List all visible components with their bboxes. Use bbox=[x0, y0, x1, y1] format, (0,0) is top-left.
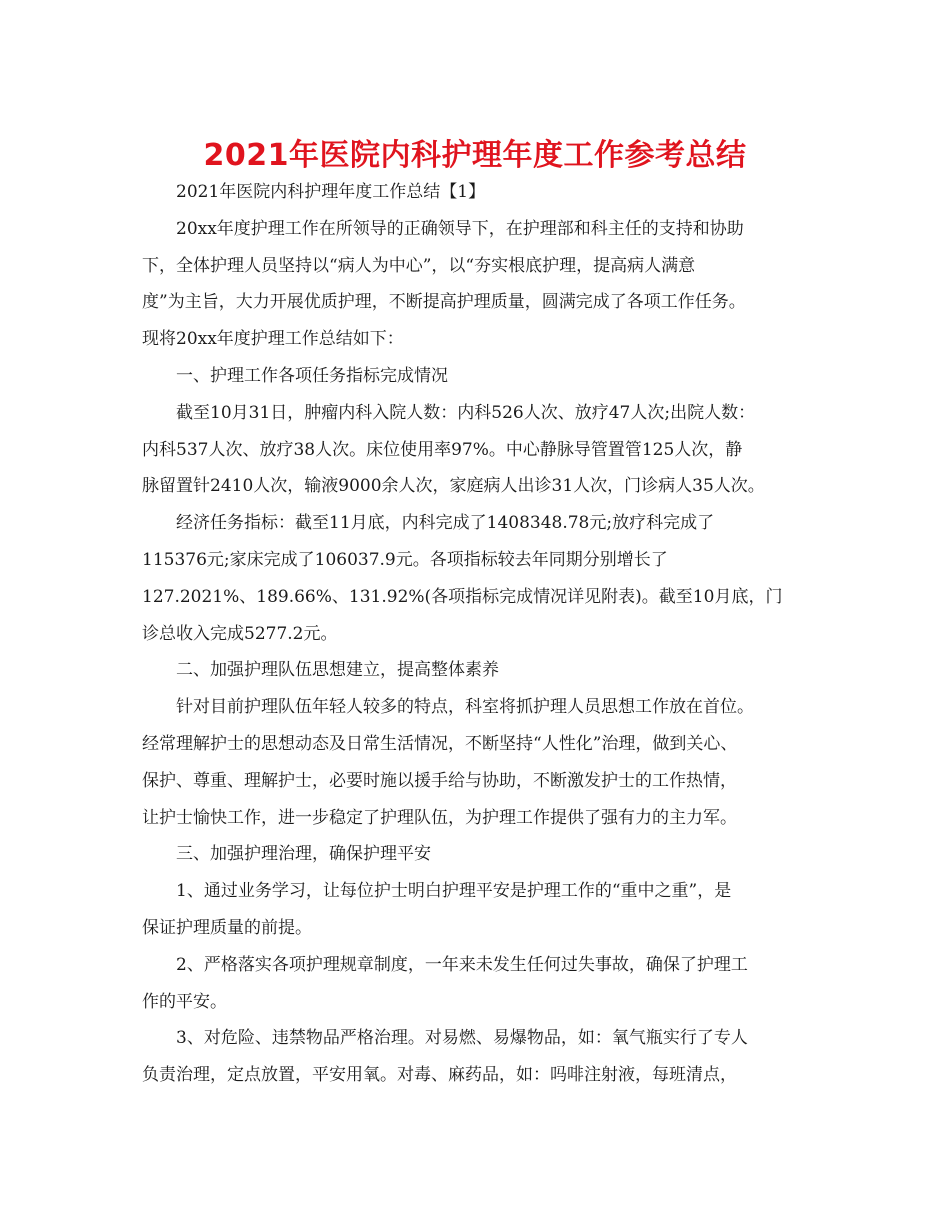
body-line: 二、加强护理队伍思想建立，提高整体素养 bbox=[176, 660, 499, 681]
document-body bbox=[142, 174, 818, 1094]
body-line: 1、通过业务学习，让每位护士明白护理平安是护理工作的“重中之重”，是 bbox=[176, 881, 732, 902]
body-line: 2、严格落实各项护理规章制度，一年来未发生任何过失事故，确保了护理工 bbox=[176, 954, 748, 975]
body-line: 作的平安。 bbox=[142, 991, 227, 1012]
body-line: 让护士愉快工作，进一步稳定了护理队伍，为护理工作提供了强有力的主力军。 bbox=[142, 807, 737, 828]
body-line: 3、对危险、违禁物品严格治理。对易燃、易爆物品，如：氧气瓶实行了专人 bbox=[176, 1028, 748, 1049]
body-line: 一、护理工作各项任务指标完成情况 bbox=[176, 365, 448, 386]
body-line: 115376元;家床完成了106037.9元。各项指标较去年同期分别增长了 bbox=[142, 549, 668, 570]
body-line: 脉留置针2410人次，输液9000余人次，家庭病人出诊31人次，门诊病人35人次。 bbox=[142, 476, 765, 497]
body-line: 保护、尊重、理解护士，必要时施以援手给与协助，不断激发护士的工作热情， bbox=[142, 770, 737, 791]
body-line: 20xx年度护理工作在所领导的正确领导下，在护理部和科主任的支持和协助 bbox=[176, 218, 744, 239]
body-line: 针对目前护理队伍年轻人较多的特点，科室将抓护理人员思想工作放在首位。 bbox=[176, 697, 754, 718]
body-line: 经常理解护士的思想动态及日常生活情况，不断坚持“人性化”治理，做到关心、 bbox=[142, 733, 738, 754]
body-line: 127.2021%、189.66%、131.92%(各项指标完成情况详见附表)。截至10月底，门 bbox=[142, 586, 783, 607]
body-line: 度”为主旨，大力开展优质护理，不断提高护理质量，圆满完成了各项工作任务。 bbox=[142, 292, 746, 313]
body-line: 下，全体护理人员坚持以“病人为中心”，以“夯实根底护理，提高病人满意 bbox=[142, 255, 696, 276]
body-line: 经济任务指标：截至11月底，内科完成了1408348.78元;放疗科完成了 bbox=[176, 513, 715, 534]
body-line: 内科537人次、放疗38人次。床位使用率97%。中心静脉导管置管125人次，静 bbox=[142, 439, 743, 460]
body-line: 截至10月31日，肿瘤内科入院人数：内科526人次、放疗47人次;出院人数： bbox=[176, 402, 756, 423]
body-line: 负责治理，定点放置，平安用氧。对毒、麻药品，如：吗啡注射液，每班清点， bbox=[142, 1065, 737, 1086]
body-line: 2021年医院内科护理年度工作总结【1】 bbox=[176, 182, 486, 202]
body-line: 三、加强护理治理，确保护理平安 bbox=[176, 844, 431, 865]
document-title: 2021年医院内科护理年度工作参考总结 bbox=[203, 138, 747, 173]
body-line: 诊总收入完成5277.2元。 bbox=[142, 623, 338, 644]
body-line: 保证护理质量的前提。 bbox=[142, 917, 312, 938]
body-line: 现将20xx年度护理工作总结如下： bbox=[142, 329, 404, 350]
